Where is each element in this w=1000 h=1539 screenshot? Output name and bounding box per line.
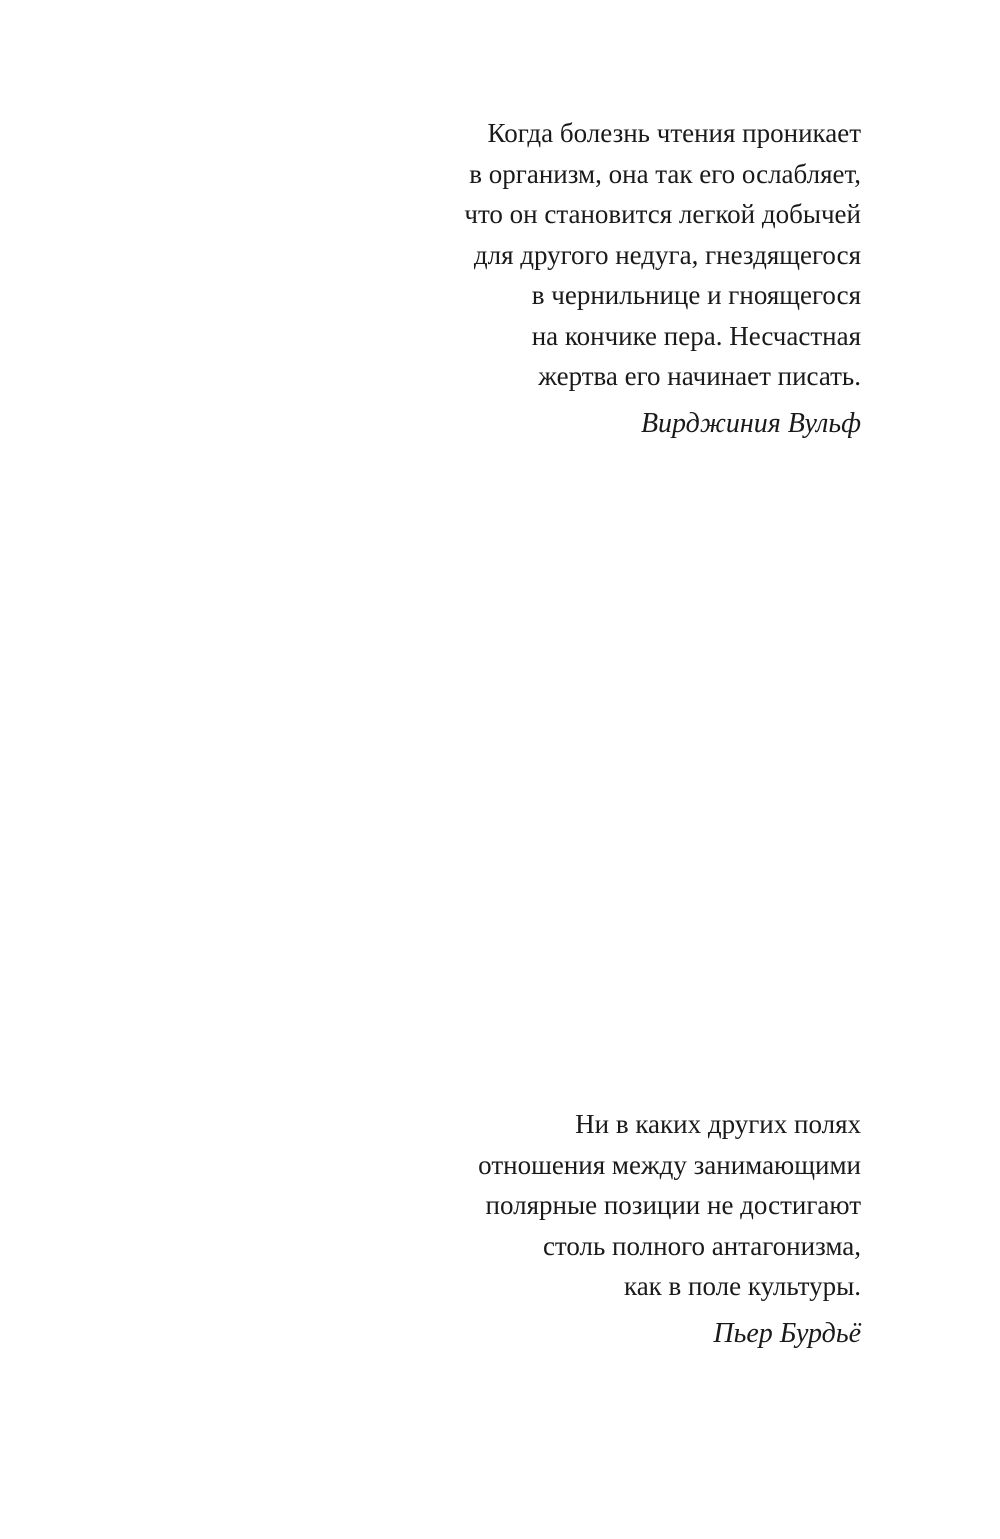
quote-line: полярные позиции не достигают xyxy=(485,1190,861,1220)
quote-line: Когда болезнь чтения проникает xyxy=(487,118,861,148)
quote-line: столь полного антагонизма, xyxy=(542,1230,861,1261)
quote-line: как в поле культуры. xyxy=(623,1271,861,1301)
quote-line: для другого недуга, гнездящегося xyxy=(473,239,861,270)
quote-line: что он становится легкой добычей xyxy=(464,199,861,229)
quote-line: отношения между занимающими xyxy=(478,1149,861,1180)
epigraph-woolf xyxy=(301,113,861,444)
quote-line: на кончике пера. Несчастная xyxy=(531,320,861,351)
epigraph-author: Вирджиния Вульф xyxy=(640,407,861,439)
quote-line: в чернильнице и гноящегося xyxy=(531,280,861,310)
epigraph-bourdieu xyxy=(301,1104,861,1354)
quote-line: в организм, она так его ослабляет, xyxy=(469,158,861,189)
quote-line: Ни в каких других полях xyxy=(575,1109,861,1139)
quote-line: жертва его начинает писать. xyxy=(538,361,861,391)
epigraph-author: Пьер Бурдьё xyxy=(713,1317,861,1349)
